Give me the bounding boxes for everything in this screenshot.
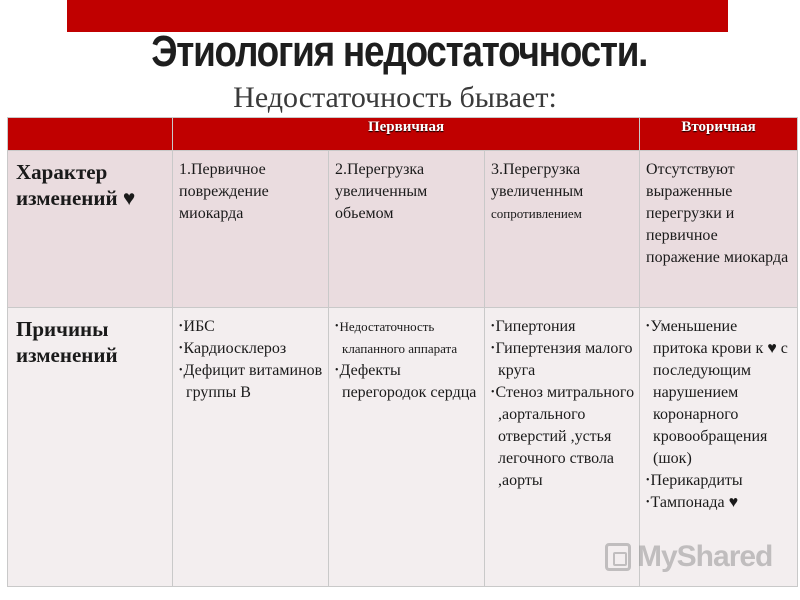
causes-list [335,316,480,404]
list-item: • ИБС [179,316,324,338]
cell-causes-secondary [640,308,798,587]
list-item: • Уменьшение притока крови к ♥ с последующим нарушением коронарного кровообращения (шок) [646,316,793,470]
cell-primary-damage: 1.Первичное повреждение миокарда [173,151,329,308]
header-empty-cell [8,118,173,151]
cell-resistance-main: 3.Перегрузка увеличенным [491,161,584,200]
cell-causes-primary-damage [173,308,329,587]
list-item [335,316,480,360]
list-item: • Тампонада ♥ [646,492,793,514]
table-header-row [8,118,798,151]
list-item: • Стеноз митрального ,аортального отверстий ,устья легочного ствола ,аорты [491,382,635,492]
cell-resistance-small: сопротивлением [491,206,582,221]
list-item-text: Недостаточность клапанного аппарата [339,319,458,356]
cell-resistance-overload [485,151,640,308]
row-label-character: Характер изменений ♥ [8,151,173,308]
causes-list [491,316,635,492]
table-row [8,308,798,587]
cell-causes-volume [329,308,485,587]
list-item: • Перикардиты [646,470,793,492]
etiology-table [7,117,798,587]
cell-causes-resistance [485,308,640,587]
cell-secondary-character: Отсутствуют выраженные перегрузки и первичное поражение миокарда [640,151,798,308]
list-item: • Гипертензия малого круга [491,338,635,382]
list-item: • Гипертония [491,316,635,338]
header-secondary: Вторичная [640,118,798,151]
list-item: • Кардиосклероз [179,338,324,360]
slide-title: Этиология недостаточности. [151,27,648,76]
causes-list [179,316,324,404]
row-label-causes: Причины изменений [8,308,173,587]
slide-subtitle: Недостаточность бывает: [233,81,557,114]
table-row [8,151,798,308]
list-item: • Дефекты перегородок сердца [335,360,480,404]
watermark-text: MyShared [637,540,773,573]
list-item: • Дефицит витаминов группы В [179,360,324,404]
cell-volume-overload: 2.Перегрузка увеличенным обьемом [329,151,485,308]
header-primary: Первичная [173,118,640,151]
causes-list [646,316,793,514]
